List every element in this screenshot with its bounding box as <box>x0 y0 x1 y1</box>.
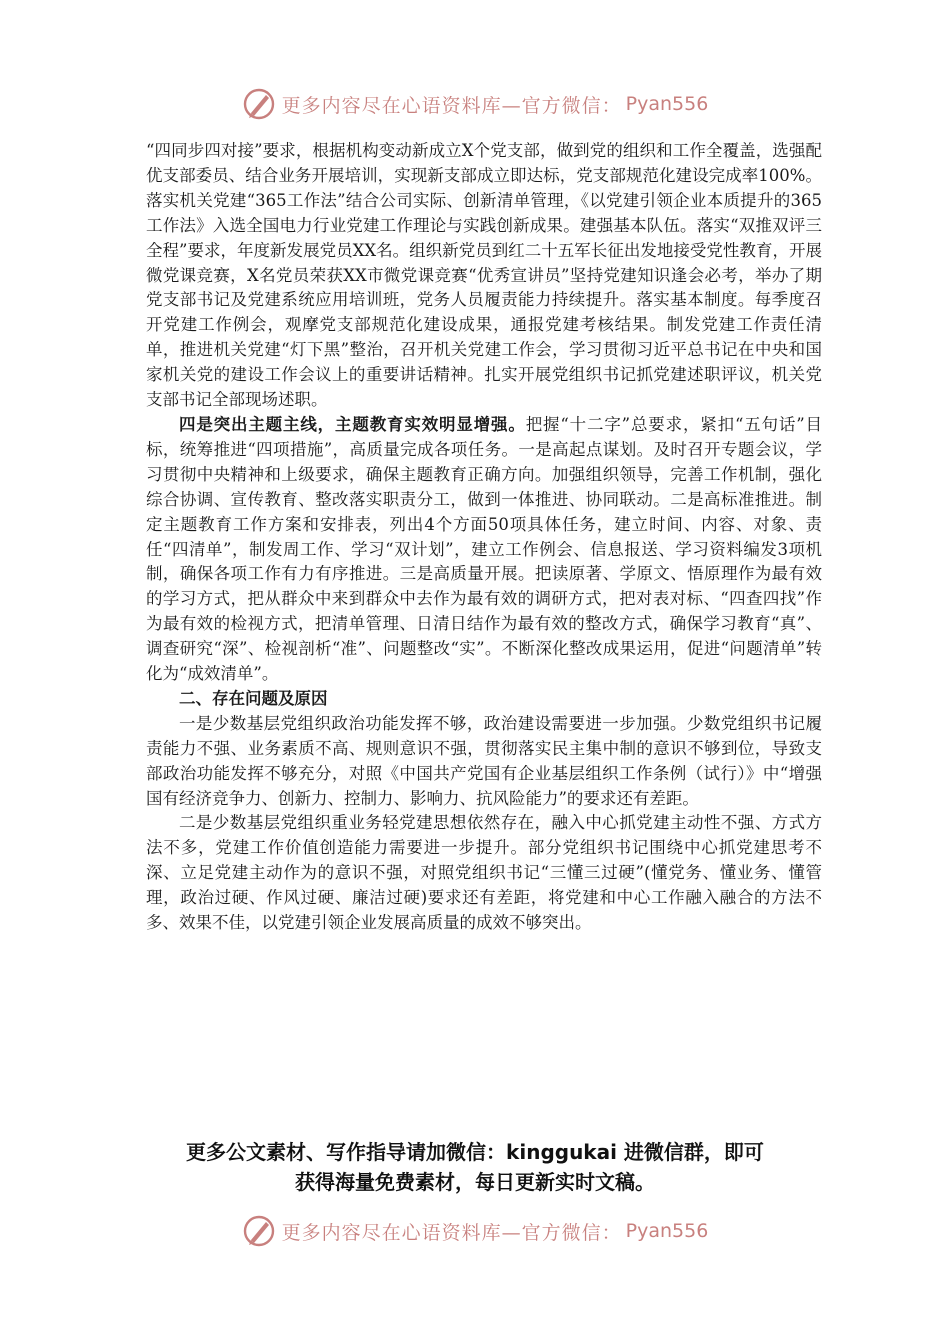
pen-circle-logo-icon <box>242 87 276 121</box>
watermark-footer <box>0 1211 950 1251</box>
document-body <box>146 139 822 936</box>
promo-line-2: 获得海量免费素材，每日更新实时文稿。 <box>295 1170 655 1194</box>
watermark-text: 更多内容尽在心语资料库—官方微信： <box>281 94 622 117</box>
paragraph-1: “四同步四对接”要求，根据机构变动新成立X个党支部，做到党的组织和工作全覆盖，选强配优支部委员、结合业务开展培训，实现新支部成立即达标，党支部规范化建设完成率100%。落实机关党建“365工作法”结合公司实际、创新清单管理，《以党建引领企业本质提升的365工作法》入选全国电力行业党建工作理论与实践创新成果。建强基本队伍。落实“双推双评三全程”要求，年度新发展党员XX名。组织新党员到红二十五军长征出发地接受党性教育，开展微党课竞赛，X名党员荣获XX市微党课竞赛“优秀宣讲员”坚持党建知识逢会必考，举办了期党支部书记及党建系统应用培训班，党务人员履责能力持续提升。落实基本制度。每季度召开党建工作例会，观摩党支部规范化建设成果，通报党建考核结果。制发党建工作责任清单，推进机关党建“灯下黑”整治，召开机关党建工作会，学习贯彻习近平总书记在中央和国家机关党的建设工作会议上的重要讲话精神。扎实开展党组织书记抓党建述职评议，机关党支部书记全部现场述职。 <box>146 141 822 410</box>
watermark-wechat-id: Pyan556 <box>625 1220 709 1242</box>
pen-circle-logo-icon <box>242 1214 276 1248</box>
paragraph-2 <box>146 413 822 687</box>
watermark-wechat-id: Pyan556 <box>625 93 709 115</box>
watermark-text: 更多内容尽在心语资料库—官方微信： <box>281 1221 622 1244</box>
section-heading-2: 二、存在问题及原因 <box>179 688 328 708</box>
paragraph-2-text: 把握“十二字”总要求，紧扣“五句话”目标，统筹推进“四项措施”，高质量完成各项任务。一是高起点谋划。及时召开专题会议，学习贯彻中央精神和上级要求，确保主题教育正确方向。加强组织领导，完善工作机制，强化综合协调、宣传教育、整改落实职责分工，做到一体推进、协同联动。二是高标准推进。制定主题教育工作方案和安排表，列出4个方面50项具体任务，建立时间、内容、对象、责任“四清单”，制发周工作、学习“双计划”，建立工作例会、信息报送、学习资料编发3项机制，确保各项工作有力有序推进。三是高质量开展。把读原著、学原文、悟原理作为最有效的学习方式，把从群众中来到群众中去作为最有效的调研方式，把对表对标、“四查四找”作为最有效的检视方式，把清单管理、日清日结作为最有效的整改方式，确保学习教育“真”、调查研究“深”、检视剖析“准”、问题整改“实”。不断深化整改成果运用，促进“问题清单”转化为“成效清单”。 <box>146 414 822 684</box>
paragraph-3: 一是少数基层党组织政治功能发挥不够，政治建设需要进一步加强。少数党组织书记履责能力不强、业务素质不高、规则意识不强，贯彻落实民主集中制的意识不够到位，导致支部政治功能发挥不够充分，对照《中国共产党国有企业基层组织工作条例（试行）》中“增强国有经济竞争力、创新力、控制力、影响力、抗风险能力”的要求还有差距。 <box>146 713 822 808</box>
promo-notice <box>100 1137 850 1197</box>
watermark-header <box>0 84 950 124</box>
promo-line-1: 更多公文素材、写作指导请加微信：kinggukai 进微信群，即可 <box>186 1140 764 1164</box>
paragraph-4: 二是少数基层党组织重业务轻党建思想依然存在，融入中心抓党建主动性不强、方式方法不多，党建工作价值创造能力需要进一步提升。部分党组织书记围绕中心抓党建思考不深、立足党建主动作为的意识不强，对照党组织书记“三懂三过硬”(懂党务、懂业务、懂管理，政治过硬、作风过硬、廉洁过硬)要求还有差距，将党建和中心工作融入融合的方法不多、效果不佳，以党建引领企业发展高质量的成效不够突出。 <box>146 813 822 933</box>
paragraph-2-lead: 四是突出主题主线，主题教育实效明显增强。 <box>179 414 526 434</box>
